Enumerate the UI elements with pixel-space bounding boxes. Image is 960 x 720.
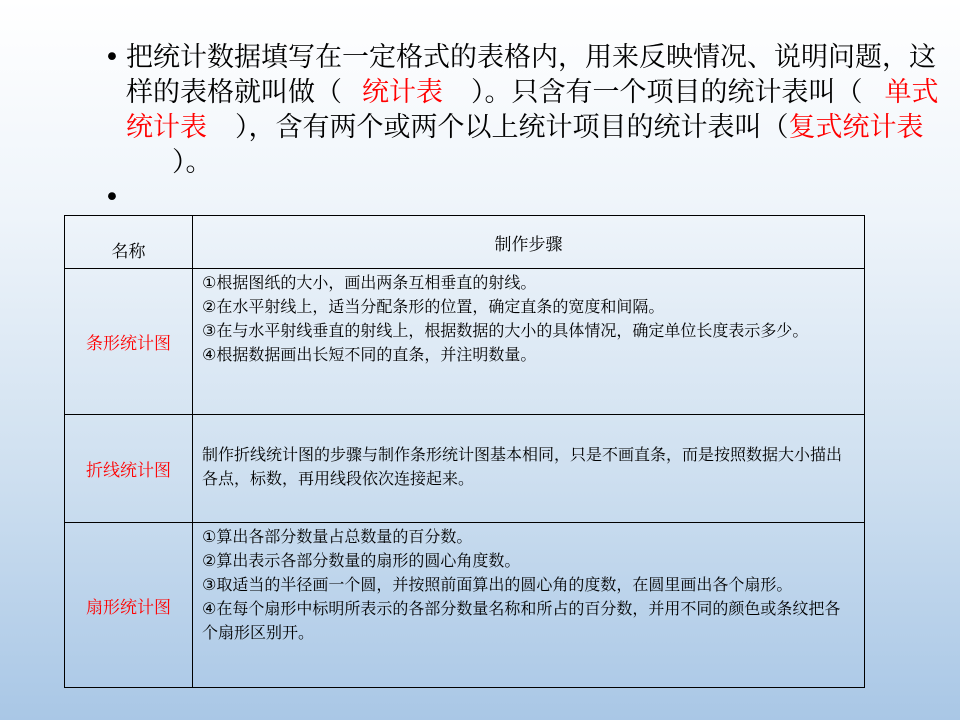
row-name-pie-chart: 扇形统计图: [65, 523, 193, 688]
definition-text-4: ）。: [172, 147, 213, 178]
empty-bullet-text: [126, 182, 135, 213]
definition-text-3: ），含有两个或两个以上统计项目的统计表叫（: [235, 112, 789, 143]
table-header-row: [65, 216, 865, 269]
step-item: ③取适当的半径画一个圆，并按照前面算出的圆心角的度数，在圆里画出各个扇形。: [202, 575, 793, 594]
step-item: ①算出各部分数量占总数量的百分数。: [202, 527, 473, 546]
step-item: ④根据数据画出长短不同的直条，并注明数量。: [202, 345, 537, 364]
row-steps-line-chart: [193, 415, 865, 523]
step-item: ④在每个扇形中标明所表示的各部分数量名称和所占的百分数，并用不同的颜色或条纹把各个扇形区别开。: [202, 599, 841, 642]
answer-compound-table: 复式统计表: [788, 112, 924, 143]
definition-text-1: 把统计数据填写在一定格式的表格内，用来反映情况、说明问题，这样的表格就叫做（: [126, 42, 936, 108]
table-row-bar-chart: [65, 269, 865, 415]
header-name: 名称: [65, 216, 193, 269]
answer-simple-table: 单式统计表: [126, 77, 939, 143]
row-name-line-chart: 折线统计图: [65, 415, 193, 523]
step-item: ②在水平射线上，适当分配条形的位置，确定直条的宽度和间隔。: [202, 297, 665, 316]
step-item: 制作折线统计图的步骤与制作条形统计图基本相同，只是不画直条，而是按照数据大小描出各点，标数，再用线段依次连接起来。: [202, 445, 843, 488]
row-steps-bar-chart: [193, 269, 865, 415]
bullet-empty: [104, 180, 944, 215]
header-steps: 制作步骤: [193, 216, 865, 269]
row-steps-pie-chart: [193, 523, 865, 688]
table-row-line-chart: [65, 415, 865, 523]
row-name-bar-chart: 条形统计图: [65, 269, 193, 415]
bullet-list: [104, 40, 944, 215]
table-row-pie-chart: [65, 523, 865, 688]
bullet-definition: [104, 40, 944, 180]
definition-text-2: ）。只含有一个项目的统计表叫（: [471, 77, 863, 108]
chart-steps-table: [64, 215, 865, 687]
step-item: ②算出表示各部分数量的扇形的圆心角度数。: [202, 551, 521, 570]
step-item: ①根据图纸的大小，画出两条互相垂直的射线。: [202, 273, 537, 292]
step-item: ③在与水平射线垂直的射线上，根据数据的大小的具体情况，确定单位长度表示多少。: [202, 321, 809, 340]
answer-statistic-table: 统计表: [362, 77, 443, 108]
